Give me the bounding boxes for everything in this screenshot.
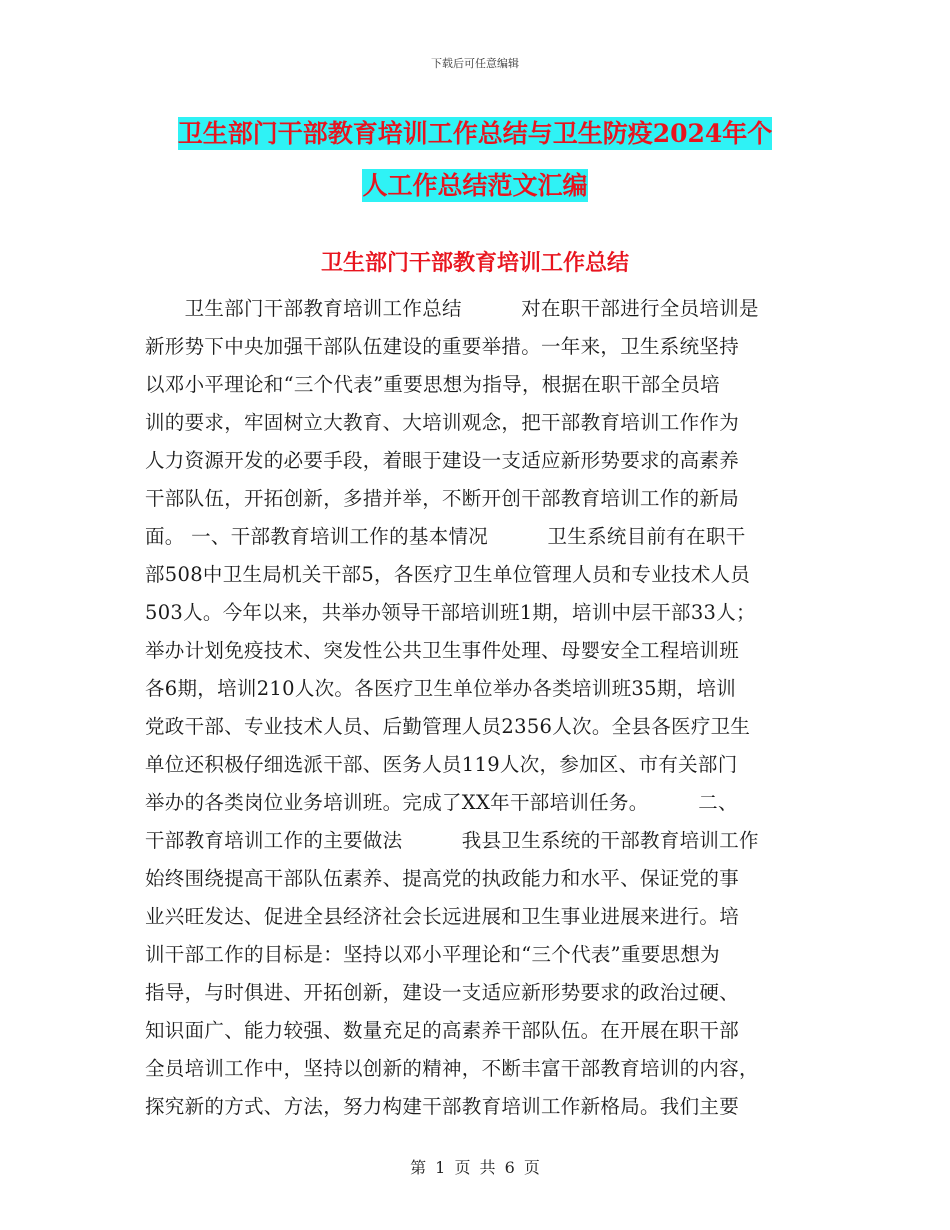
document-title <box>130 108 820 212</box>
body-text <box>145 290 810 1126</box>
body-line: 举办的各类岗位业务培训班。完成了XX年干部培训任务。 二、 <box>145 791 738 814</box>
section-title: 卫生部门干部教育培训工作总结 <box>320 250 629 276</box>
body-line: 举办计划免疫技术、突发性公共卫生事件处理、母婴安全工程培训班 <box>145 639 740 662</box>
body-line: 卫生部门干部教育培训工作总结 对在职干部进行全员培训是 <box>145 297 759 320</box>
body-line: 全员培训工作中，坚持以创新的精神，不断丰富干部教育培训的内容， <box>145 1057 759 1080</box>
header-note: 下载后可任意编辑 <box>431 57 519 70</box>
body-line: 业兴旺发达、促进全县经济社会长远进展和卫生事业进展来进行。培 <box>145 905 740 928</box>
body-line: 干部队伍，开拓创新，多措并举，不断开创干部教育培训工作的新局 <box>145 487 740 510</box>
body-line: 503人。今年以来，共举办领导干部培训班1期，培训中层干部33人； <box>145 601 756 624</box>
body-line: 部508中卫生局机关干部5，各医疗卫生单位管理人员和专业技术人员 <box>145 563 751 586</box>
body-line: 人力资源开发的必要手段，着眼于建设一支适应新形势要求的高素养 <box>145 449 740 472</box>
body-line: 指导，与时俱进、开拓创新，建设一支适应新形势要求的政治过硬、 <box>145 981 740 1004</box>
body-line: 以邓小平理论和“三个代表”重要思想为指导，根据在职干部全员培 <box>145 373 720 396</box>
body-line: 单位还积极仔细选派干部、医务人员119人次，参加区、市有关部门 <box>145 753 738 776</box>
body-line: 训的要求，牢固树立大教育、大培训观念，把干部教育培训工作作为 <box>145 411 740 434</box>
body-line: 知识面广、能力较强、数量充足的高素养干部队伍。在开展在职干部 <box>145 1019 740 1042</box>
body-line: 始终围绕提高干部队伍素养、提高党的执政能力和水平、保证党的事 <box>145 867 740 890</box>
body-line: 党政干部、专业技术人员、后勤管理人员2356人次。全县各医疗卫生 <box>145 715 751 738</box>
body-line: 各6期，培训210人次。各医疗卫生单位举办各类培训班35期，培训 <box>145 677 737 700</box>
body-line: 探究新的方式、方法，努力构建干部教育培训工作新格局。我们主要 <box>145 1095 740 1118</box>
body-line: 新形势下中央加强干部队伍建设的重要举措。一年来，卫生系统坚持 <box>145 335 740 358</box>
page-footer: 第 1 页 共 6 页 <box>410 1158 540 1177</box>
title-line-1: 卫生部门干部教育培训工作总结与卫生防疫2024年个 <box>177 119 773 148</box>
title-line-2: 人工作总结范文汇编 <box>362 171 588 200</box>
body-line: 训干部工作的目标是：坚持以邓小平理论和“三个代表”重要思想为 <box>145 943 720 966</box>
body-line: 干部教育培训工作的主要做法 我县卫生系统的干部教育培训工作 <box>145 829 759 852</box>
body-line: 面。 一、干部教育培训工作的基本情况 卫生系统目前有在职干 <box>145 525 746 548</box>
